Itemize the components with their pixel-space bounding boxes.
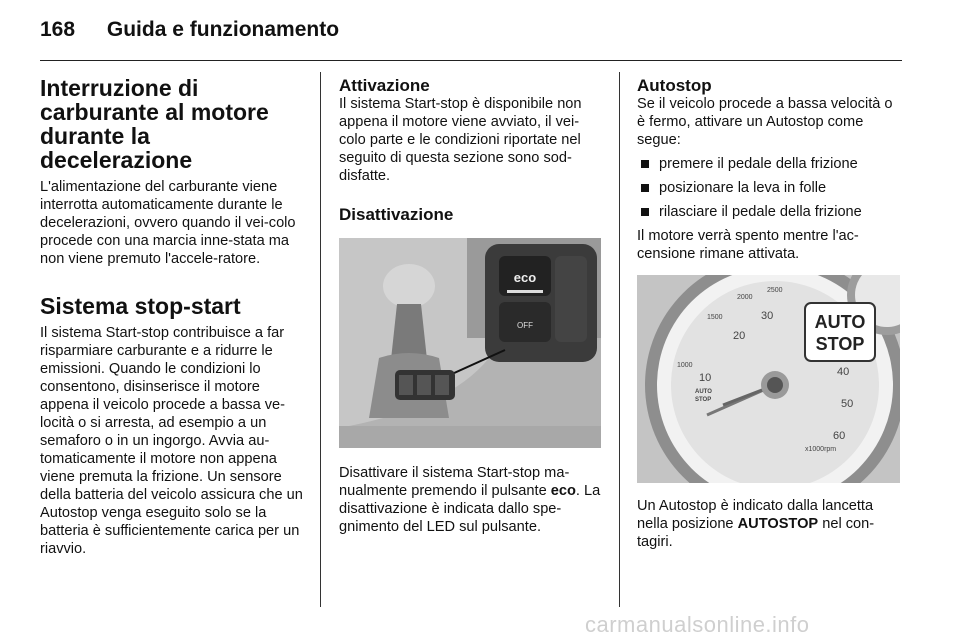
off-button-label: OFF [517, 321, 533, 330]
heading-activation: Attivazione [339, 76, 430, 95]
heading-stop-start: Sistema stop-start [40, 293, 241, 319]
engine-off-text: Il motore verrà spento mentre l'ac-censione rimane attivata. [637, 228, 859, 262]
bullet-icon [641, 160, 649, 168]
activation-text: Il sistema Start-stop è disponibile non appena il motore viene avviato, il vei-colo parte e le condizioni riportate nel seguito di questa sezione sono sod-disfatte. [339, 96, 582, 184]
rpm-label: 1000 [677, 362, 693, 369]
autostop-text: Se il veicolo procede a bassa velocità o è fermo, attivare un Autostop come segue: [637, 96, 893, 148]
heading-fuel-cutoff: Interruzione di carburante al motore durante la decelerazione [40, 75, 269, 173]
rpm-label: 2000 [737, 294, 753, 301]
bullet-icon [641, 184, 649, 192]
stop-start-text: Il sistema Start-stop contribuisce a far risparmiare carburante e a ridurre le emissioni. Quando le condizioni lo consentono, disinserisce il motore appena il veicolo procede a bassa ve-locità o si arresta, ad esempio a un semaforo o in un ingorgo. Avvia au-tomaticamente il motore non appena viene premuta la frizione. Un sensore della batteria del veicolo assicura che un Autostop venga eseguito solo se la batteria è sufficientemente carica per un riavvio. [40, 325, 303, 557]
fuel-cutoff-text: L'alimentazione del carburante viene interrotta automaticamente durante le decelerazioni, ovvero quando il vei-colo procede con una marcia inne-stata ma non viene premuto l'accele-ratore. [40, 179, 296, 267]
rpm-label: 2500 [767, 287, 783, 294]
list-item: rilasciare il pedale della frizione [637, 203, 903, 221]
section-title: Guida e funzionamento [106, 18, 340, 41]
heading-deactivation: Disattivazione [339, 205, 454, 224]
tick-label: 50 [841, 398, 854, 410]
column-divider-2 [619, 72, 620, 607]
page-header [40, 18, 339, 42]
header-rule [40, 60, 902, 61]
autostop-small-label: AUTO [695, 389, 712, 395]
page-number: 168 [40, 18, 76, 41]
eco-inline: eco [550, 483, 576, 499]
list-item: premere il pedale della frizione [637, 155, 903, 173]
tachometer-figure [637, 275, 900, 483]
watermark: carmanualsonline.info [585, 612, 810, 637]
autostop-callout-line2: STOP [815, 334, 865, 354]
tick-label: 60 [833, 430, 846, 442]
tick-label: 10 [699, 372, 712, 384]
tick-label: 30 [761, 310, 774, 322]
column-divider-1 [320, 72, 321, 607]
tick-label: 20 [733, 330, 746, 342]
list-item: posizionare la leva in folle [637, 179, 903, 197]
column-2 [339, 76, 603, 536]
autostop-indicator-text: Un Autostop è indicato dalla lancetta nella posizione AUTOSTOP nel con-tagiri. [637, 498, 875, 550]
console-figure [339, 238, 601, 448]
tick-label: 40 [837, 366, 850, 378]
rpm-label: 1500 [707, 314, 723, 321]
autostop-inline: AUTOSTOP [737, 516, 819, 532]
autostop-callout-line1: AUTO [814, 312, 866, 332]
eco-button-label: eco [513, 270, 537, 285]
column-3 [637, 76, 903, 551]
deactivation-text: Disattivare il sistema Start-stop ma-nualmente premendo il pulsante eco. La disattivazione è indicata dallo spe-gnimento del LED sul pulsante. [339, 465, 601, 535]
rpm-unit: x1000rpm [805, 446, 837, 453]
heading-autostop: Autostop [637, 76, 712, 95]
autostop-small-label: STOP [695, 397, 712, 403]
column-1 [40, 76, 304, 558]
bullet-icon [641, 208, 649, 216]
